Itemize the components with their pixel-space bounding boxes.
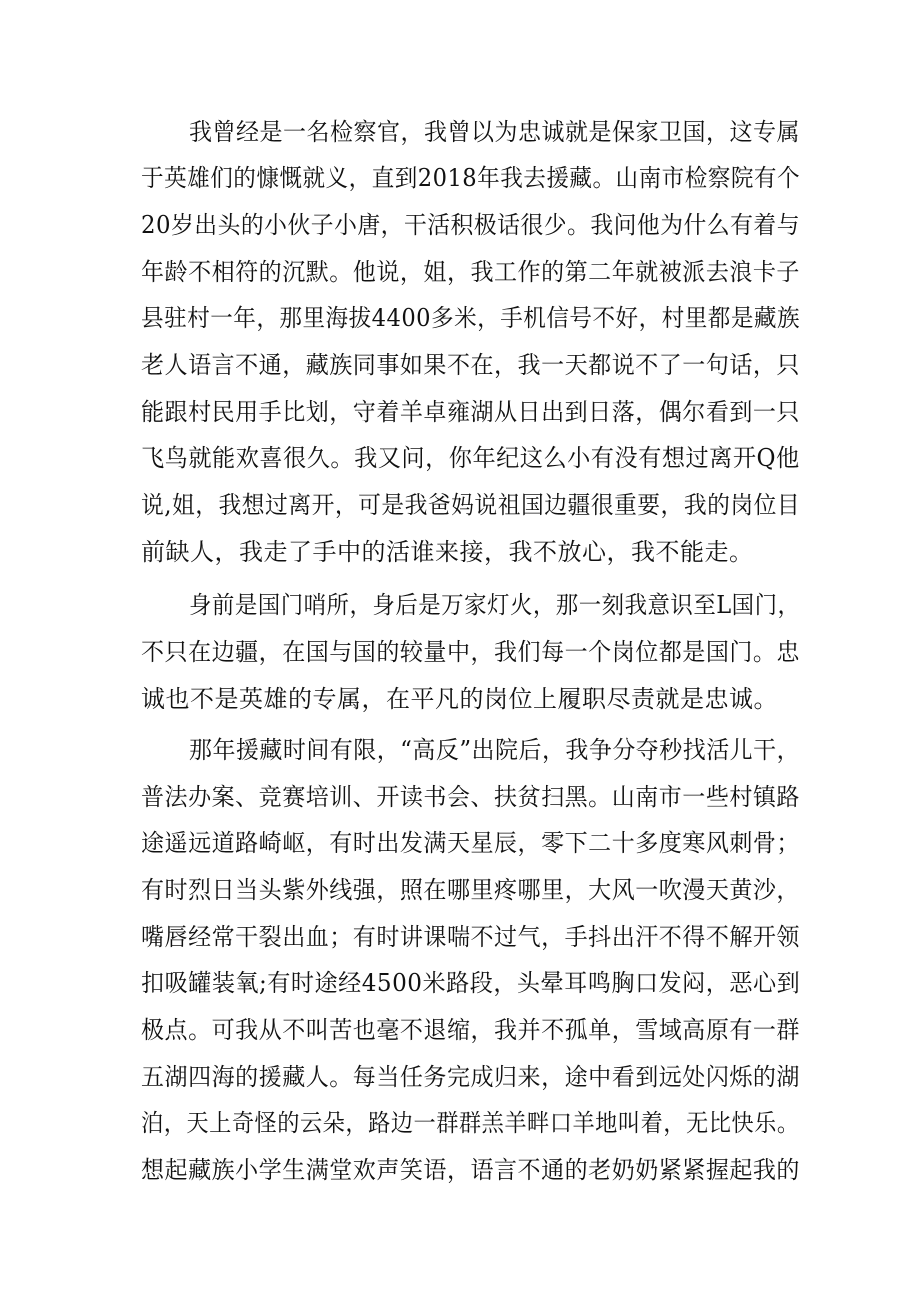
text-line: 前缺人，我走了手中的活谁来接，我不放心，我不能走。 — [141, 538, 754, 566]
text-line: 我曾经是一名检察官，我曾以为忠诚就是保家卫国，这专属 — [189, 118, 801, 146]
text-line: 诚也不是英雄的专属，在平凡的岗位上履职尽责就是忠诚。 — [141, 685, 778, 713]
text-line: 途遥远道路崎岖，有时出发满天星辰，零下二十多度寒风刺骨； — [141, 829, 800, 857]
text-line: 于英雄们的慷慨就义，直到2018年我去援藏。山南市检察院有个 — [141, 164, 801, 192]
text-line: 老人语言不通，藏族同事如果不在，我一天都说不了一句话，只 — [141, 351, 800, 379]
text-line: 嘴唇经常干裂出血；有时讲课喘不过气，手抖出汗不得不解开领 — [141, 923, 800, 951]
text-line: 不只在边疆，在国与国的较量中，我们每一个岗位都是国门。忠 — [141, 638, 800, 666]
text-line: 年龄不相符的沉默。他说，姐，我工作的第二年就被派去浪卡子 — [141, 258, 800, 286]
text-line: 想起藏族小学生满堂欢声笑语，语言不通的老奶奶紧紧握起我的 — [141, 1156, 800, 1184]
text-line: 县驻村一年，那里海拔4400多米，手机信号不好，村里都是藏族 — [141, 304, 801, 332]
text-line: 五湖四海的援藏人。每当任务完成归来，途中看到远处闪烁的湖 — [141, 1063, 800, 1091]
text-line: 身前是国门哨所，身后是万家灯火，那一刻我意识至L国门， — [189, 591, 801, 619]
text-line: 飞鸟就能欢喜很久。我又问，你年纪这么小有没有想过离开Q他 — [141, 444, 800, 472]
text-line: 有时烈日当头紫外线强，照在哪里疼哪里，大风一吹漫天黄沙， — [141, 876, 800, 904]
text-line: 扣吸罐装氧;有时途经4500米路段，头晕耳鸣胸口发闷，恶心到 — [141, 969, 801, 997]
text-line: 极点。可我从不叫苦也毫不退缩，我并不孤单，雪域高原有一群 — [141, 1016, 800, 1044]
text-line: 20岁出头的小伙子小唐，干活积极话很少。我问他为什么有着与 — [141, 211, 801, 239]
text-line: 那年援藏时间有限，“高反”出院后，我争分夺秒找活儿干， — [189, 736, 801, 764]
text-line: 普法办案、竞赛培训、开读书会、扶贫扫黑。山南市一些村镇路 — [141, 783, 800, 811]
text-line: 说,姐，我想过离开，可是我爸妈说祖国边疆很重要，我的岗位目 — [141, 491, 801, 519]
text-line: 泊，天上奇怪的云朵，路边一群群羔羊畔口羊地叫着，无比快乐。 — [141, 1109, 800, 1137]
text-line: 能跟村民用手比划，守着羊卓雍湖从日出到日落，偶尔看到一只 — [141, 398, 800, 426]
